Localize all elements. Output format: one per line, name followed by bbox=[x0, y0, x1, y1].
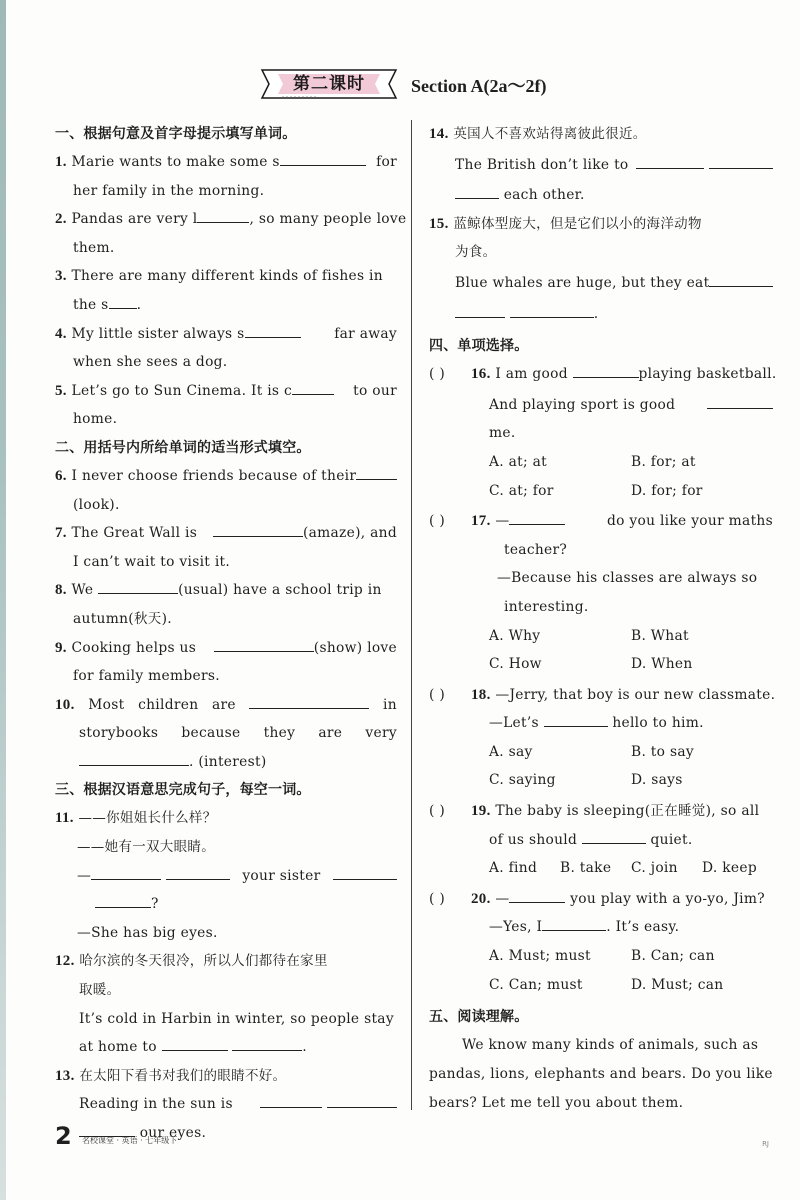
q8-continuation bbox=[55, 605, 397, 634]
q10-text-c: are bbox=[211, 696, 236, 713]
left-column bbox=[55, 120, 407, 1148]
q19-option-a[interactable]: A. find bbox=[489, 860, 538, 877]
q17-text-b: do you like your maths bbox=[606, 513, 773, 530]
q18-blank[interactable] bbox=[544, 709, 608, 727]
q20-text-b: you play with a yo-yo, Jim? bbox=[570, 890, 765, 907]
q11-chinese-2-text: ——她有一双大眼睛。 bbox=[77, 839, 215, 856]
right-column bbox=[429, 120, 777, 1118]
question-19 bbox=[429, 797, 773, 826]
q16-text-b: playing basketball. bbox=[638, 366, 777, 383]
reading-line-3: bears? Let me tell you about them. bbox=[429, 1095, 684, 1112]
q18-text-b: —Let’s bbox=[489, 715, 539, 732]
q18-options-1 bbox=[429, 738, 773, 767]
q16-option-b[interactable]: B. for; at bbox=[631, 453, 696, 470]
q19-text-b: of us should bbox=[489, 831, 578, 848]
q8-text-a: We bbox=[71, 582, 94, 599]
q20-options-1 bbox=[429, 942, 773, 971]
q16-option-a[interactable]: A. at; at bbox=[489, 453, 548, 470]
q12-blank-2[interactable] bbox=[232, 1033, 302, 1051]
q11-english-2 bbox=[55, 890, 397, 919]
question-15 bbox=[429, 210, 773, 239]
q15-text-en1: Blue whales are huge, but they eat bbox=[455, 274, 710, 291]
q18-line-2 bbox=[429, 709, 773, 738]
q3-text-c1: the s bbox=[73, 296, 109, 313]
q20-text-d: . It’s easy. bbox=[606, 919, 680, 936]
question-10 bbox=[55, 691, 397, 720]
q16-number: 16. bbox=[471, 366, 491, 383]
q12-text-en3: . bbox=[302, 1039, 307, 1056]
part1-heading: 一、根据句意及首字母提示填写单词。 bbox=[55, 126, 297, 142]
q7-text-a: The Great Wall is bbox=[71, 525, 198, 542]
q19-options bbox=[429, 854, 773, 883]
question-8 bbox=[55, 576, 397, 605]
q6-continuation: (look). bbox=[73, 496, 120, 513]
q16-text-c: And playing sport is good bbox=[489, 396, 676, 413]
question-7 bbox=[55, 519, 397, 548]
q15-blank-2[interactable] bbox=[455, 300, 505, 318]
question-14 bbox=[429, 120, 773, 149]
q20-option-c[interactable]: C. Can; must bbox=[489, 976, 583, 993]
q20-options-2 bbox=[429, 971, 773, 1000]
q13-blank-1[interactable] bbox=[260, 1090, 322, 1108]
q15-english-2 bbox=[429, 300, 773, 329]
page-edge-tint bbox=[0, 0, 6, 1200]
q18-text-c: hello to him. bbox=[612, 715, 704, 732]
q6-number: 6. bbox=[55, 467, 67, 484]
q17-options-2 bbox=[429, 650, 773, 679]
q2-text-b: , so many people love bbox=[249, 211, 407, 228]
q17-text-a: — bbox=[495, 513, 510, 530]
question-12 bbox=[55, 947, 397, 976]
q18-options-2 bbox=[429, 766, 773, 795]
part2-heading: 二、用括号内所给单词的适当形式填空。 bbox=[55, 439, 311, 456]
q20-number: 20. bbox=[471, 890, 491, 907]
q17-line-4: interesting. bbox=[504, 598, 589, 615]
q10-text-e3: they bbox=[263, 725, 296, 742]
q7-blank[interactable] bbox=[213, 519, 303, 537]
q9-blank[interactable] bbox=[214, 634, 314, 652]
question-17 bbox=[429, 507, 773, 536]
q10-text-d: in bbox=[383, 696, 397, 713]
q8-text-b: (usual) have a school trip in bbox=[178, 582, 382, 599]
question-9 bbox=[55, 634, 397, 663]
q19-option-b[interactable]: B. take bbox=[560, 860, 612, 877]
q11-text-en1: your sister bbox=[242, 867, 321, 884]
q15-chinese-2 bbox=[429, 238, 773, 267]
q15-text-en2: . bbox=[593, 305, 599, 322]
q19-answer-paren[interactable]: ( ) bbox=[429, 803, 446, 820]
q9-text-a: Cooking helps us bbox=[71, 639, 197, 656]
section-title: Section A(2a～2f) bbox=[411, 76, 547, 96]
lesson-label: 第二课时 bbox=[293, 74, 365, 94]
reading-line-2: pandas, lions, elephants and bears. Do you like bbox=[429, 1066, 773, 1083]
q17-answer-paren[interactable]: ( ) bbox=[429, 513, 446, 530]
q19-option-c[interactable]: C. join bbox=[631, 860, 678, 877]
q16-option-d[interactable]: D. for; for bbox=[631, 482, 703, 499]
q5-continuation: home. bbox=[73, 411, 118, 428]
q13-blank-2[interactable] bbox=[327, 1090, 397, 1108]
q19-text-a2: 正在睡觉 bbox=[650, 803, 706, 820]
q11-english-1 bbox=[55, 862, 397, 891]
q9-continuation: for family members. bbox=[73, 668, 220, 685]
q10-continuation-2 bbox=[55, 748, 397, 777]
q11-number: 11. bbox=[55, 810, 74, 827]
q11-blank-3[interactable] bbox=[333, 862, 397, 880]
lesson-badge bbox=[258, 68, 400, 100]
q11-english-3: —She has big eyes. bbox=[77, 924, 218, 941]
q18-option-a[interactable]: A. say bbox=[489, 743, 533, 760]
q6-text-a: I never choose friends because of their bbox=[71, 467, 357, 484]
q13-text-en1: Reading in the sun is bbox=[79, 1096, 233, 1113]
q19-text-c: quiet. bbox=[650, 831, 693, 848]
q11-dash: — bbox=[77, 867, 92, 884]
q2-number: 2. bbox=[55, 211, 67, 228]
q16-answer-paren[interactable]: ( ) bbox=[429, 366, 446, 383]
q20-blank-1[interactable] bbox=[509, 885, 565, 903]
q10-text-a: Most bbox=[88, 696, 125, 713]
q9-number: 9. bbox=[55, 639, 67, 656]
q14-blank-1[interactable] bbox=[636, 151, 704, 169]
q1-blank[interactable] bbox=[280, 148, 366, 166]
q1-number: 1. bbox=[55, 154, 67, 170]
q20-option-d[interactable]: D. Must; can bbox=[631, 976, 724, 993]
q11-text-en2: ? bbox=[151, 896, 159, 913]
q15-chinese-2-text: 为食。 bbox=[455, 244, 497, 261]
q14-number: 14. bbox=[429, 126, 449, 142]
q18-option-d[interactable]: D. says bbox=[631, 772, 683, 789]
q8-text-c3: ). bbox=[161, 610, 172, 627]
q19-blank[interactable] bbox=[582, 826, 646, 844]
q12-blank-1[interactable] bbox=[162, 1033, 228, 1051]
q2-blank[interactable] bbox=[197, 205, 249, 223]
q18-text-a: —Jerry, that boy is our new classmate. bbox=[495, 686, 776, 703]
q11-blank-1[interactable] bbox=[91, 862, 161, 880]
q8-blank[interactable] bbox=[98, 576, 178, 594]
q4-blank[interactable] bbox=[245, 320, 301, 338]
q15-english-1 bbox=[429, 269, 773, 298]
q17-option-b[interactable]: B. What bbox=[631, 627, 689, 644]
q19-number: 19. bbox=[471, 803, 491, 820]
question-5 bbox=[55, 377, 397, 406]
q5-number: 5. bbox=[55, 382, 67, 399]
column-divider bbox=[411, 120, 412, 1110]
q16-line-2 bbox=[429, 391, 773, 420]
q12-chinese-2-text: 取暖。 bbox=[79, 982, 121, 999]
question-3 bbox=[55, 262, 397, 291]
q16-option-c[interactable]: C. at; for bbox=[489, 482, 554, 499]
q15-blank-3[interactable] bbox=[510, 300, 594, 318]
q14-chinese: 英国人不喜欢站得离彼此很近。 bbox=[453, 126, 647, 142]
q15-chinese-1: 蓝鲸体型庞大，但是它们以小的海洋动物 bbox=[453, 215, 702, 232]
q14-text-en1: The British don’t like to bbox=[455, 156, 629, 173]
q12-number: 12. bbox=[55, 953, 75, 970]
q20-line-2 bbox=[429, 913, 773, 942]
q8-text-c1: autumn( bbox=[73, 610, 134, 627]
q10-blank-1[interactable] bbox=[249, 691, 369, 709]
q17-option-a[interactable]: A. Why bbox=[489, 627, 541, 644]
q20-option-b[interactable]: B. Can; can bbox=[631, 948, 715, 965]
q13-english-1 bbox=[55, 1090, 397, 1119]
q19-option-d[interactable]: D. keep bbox=[702, 860, 757, 877]
q19-text-a3: ), so all bbox=[705, 803, 760, 820]
q5-text-b: to our bbox=[353, 382, 397, 399]
page-number: 2 bbox=[55, 1122, 72, 1150]
q16-text-a: I am good bbox=[495, 366, 568, 383]
q5-text-a: Let’s go to Sun Cinema. It is c bbox=[71, 382, 293, 399]
q16-options-2 bbox=[429, 477, 773, 506]
q18-answer-paren[interactable]: ( ) bbox=[429, 686, 446, 703]
question-6 bbox=[55, 462, 397, 491]
q15-blank-1[interactable] bbox=[709, 269, 773, 287]
q12-chinese-1: 哈尔滨的冬天很冷，所以人们都待在家里 bbox=[79, 953, 328, 970]
q9-text-b: (show) love bbox=[313, 639, 397, 656]
q18-option-b[interactable]: B. to say bbox=[631, 743, 694, 760]
q2-text-a: Pandas are very l bbox=[71, 211, 198, 228]
q17-number: 17. bbox=[471, 513, 491, 530]
q15-number: 15. bbox=[429, 215, 449, 232]
q13-number: 13. bbox=[55, 1067, 75, 1084]
q16-blank-1[interactable] bbox=[573, 360, 639, 378]
q17-line-2: teacher? bbox=[504, 541, 568, 558]
reading-line-1: We know many kinds of animals, such as bbox=[462, 1037, 759, 1054]
q12-text-en2: at home to bbox=[79, 1039, 157, 1056]
q11-chinese-2 bbox=[55, 833, 397, 862]
q14-blank-3[interactable] bbox=[455, 181, 499, 199]
q7-number: 7. bbox=[55, 525, 67, 542]
q3-continuation bbox=[55, 291, 397, 320]
q17-option-d[interactable]: D. When bbox=[631, 656, 693, 673]
q17-option-c[interactable]: C. How bbox=[489, 656, 542, 673]
question-2 bbox=[55, 205, 407, 234]
lesson-header bbox=[258, 68, 658, 102]
q10-text-e2: because bbox=[181, 725, 241, 742]
q19-line-2 bbox=[429, 826, 773, 855]
question-1 bbox=[55, 148, 397, 177]
q10-blank-2[interactable] bbox=[79, 748, 189, 766]
q1-text-a: Marie wants to make some s bbox=[71, 154, 280, 170]
q5-blank[interactable] bbox=[292, 377, 334, 395]
q10-text-e5: very bbox=[365, 725, 397, 742]
q14-english-2 bbox=[429, 181, 773, 210]
q3-blank[interactable] bbox=[109, 291, 137, 309]
q10-number: 10. bbox=[55, 696, 75, 713]
q12-english-2 bbox=[55, 1033, 397, 1062]
q16-line-3: me. bbox=[489, 425, 516, 442]
q12-english-1: It’s cold in Harbin in winter, so people stay bbox=[79, 1010, 394, 1027]
q11-blank-2[interactable] bbox=[166, 862, 230, 880]
q12-chinese-2 bbox=[55, 976, 397, 1005]
question-20 bbox=[429, 885, 773, 914]
q13-chinese: 在太阳下看书对我们的眼睛不好。 bbox=[79, 1067, 287, 1084]
q11-chinese-1: ——你姐姐长什么样？ bbox=[78, 810, 217, 827]
q7-continuation: I can’t wait to visit it. bbox=[73, 553, 231, 570]
question-4 bbox=[55, 320, 397, 349]
q3-text-c2: . bbox=[136, 296, 142, 313]
q4-text-a: My little sister always s bbox=[71, 325, 245, 342]
q13-text-en2: our eyes. bbox=[139, 1125, 207, 1141]
q17-blank[interactable] bbox=[509, 507, 565, 525]
q4-continuation: when she sees a dog. bbox=[73, 354, 228, 371]
part3-heading: 三、根据汉语意思完成句子，每空一词。 bbox=[55, 782, 311, 799]
q17-line-3: —Because his classes are always so bbox=[497, 570, 758, 587]
question-18 bbox=[429, 681, 776, 710]
question-11 bbox=[55, 804, 397, 833]
q4-text-b: far away bbox=[334, 325, 397, 342]
q20-text-c: —Yes, I bbox=[489, 919, 543, 936]
q14-english-1 bbox=[429, 151, 773, 180]
q8-number: 8. bbox=[55, 582, 67, 599]
q6-blank[interactable] bbox=[356, 462, 397, 480]
q2-continuation: them. bbox=[73, 239, 115, 256]
reading-passage bbox=[429, 1031, 773, 1118]
q14-blank-2[interactable] bbox=[709, 151, 773, 169]
q4-number: 4. bbox=[55, 325, 67, 342]
q14-text-en2: each other. bbox=[503, 187, 585, 204]
q20-answer-paren[interactable]: ( ) bbox=[429, 890, 446, 907]
q10-continuation bbox=[55, 719, 397, 748]
book-name: 名校课堂 · 英语 · 七年级下 bbox=[82, 1136, 178, 1145]
q10-text-e1: storybooks bbox=[79, 725, 159, 742]
q17-options-1 bbox=[429, 622, 773, 651]
q11-blank-4[interactable] bbox=[95, 890, 151, 908]
q10-text-b: children bbox=[138, 696, 199, 713]
question-16 bbox=[429, 360, 777, 389]
part5-heading: 五、阅读理解。 bbox=[429, 1009, 529, 1026]
q19-text-a1: The baby is sleeping( bbox=[495, 803, 651, 820]
question-13 bbox=[55, 1062, 397, 1091]
q18-number: 18. bbox=[471, 686, 491, 703]
q7-text-b: (amaze), and bbox=[302, 525, 397, 542]
q20-blank-2[interactable] bbox=[542, 913, 606, 931]
publisher-mark: RJ bbox=[762, 1140, 769, 1148]
q16-options-1 bbox=[429, 448, 773, 477]
q3-number: 3. bbox=[55, 268, 67, 285]
page-footer bbox=[55, 1122, 775, 1152]
q10-text-e4: are bbox=[318, 725, 343, 742]
q1-continuation: her family in the morning. bbox=[73, 182, 265, 199]
q20-option-a[interactable]: A. Must; must bbox=[489, 948, 591, 965]
q16-blank-2[interactable] bbox=[707, 391, 773, 409]
part4-heading: 四、单项选择。 bbox=[429, 338, 529, 355]
q1-text-b: for bbox=[376, 154, 397, 170]
q10-text-f: . (interest) bbox=[189, 753, 267, 770]
q20-text-a: — bbox=[495, 890, 510, 907]
q18-option-c[interactable]: C. saying bbox=[489, 772, 556, 789]
q3-text-a: There are many different kinds of fishes in bbox=[71, 268, 383, 285]
q8-text-c2: 秋天 bbox=[134, 610, 162, 627]
